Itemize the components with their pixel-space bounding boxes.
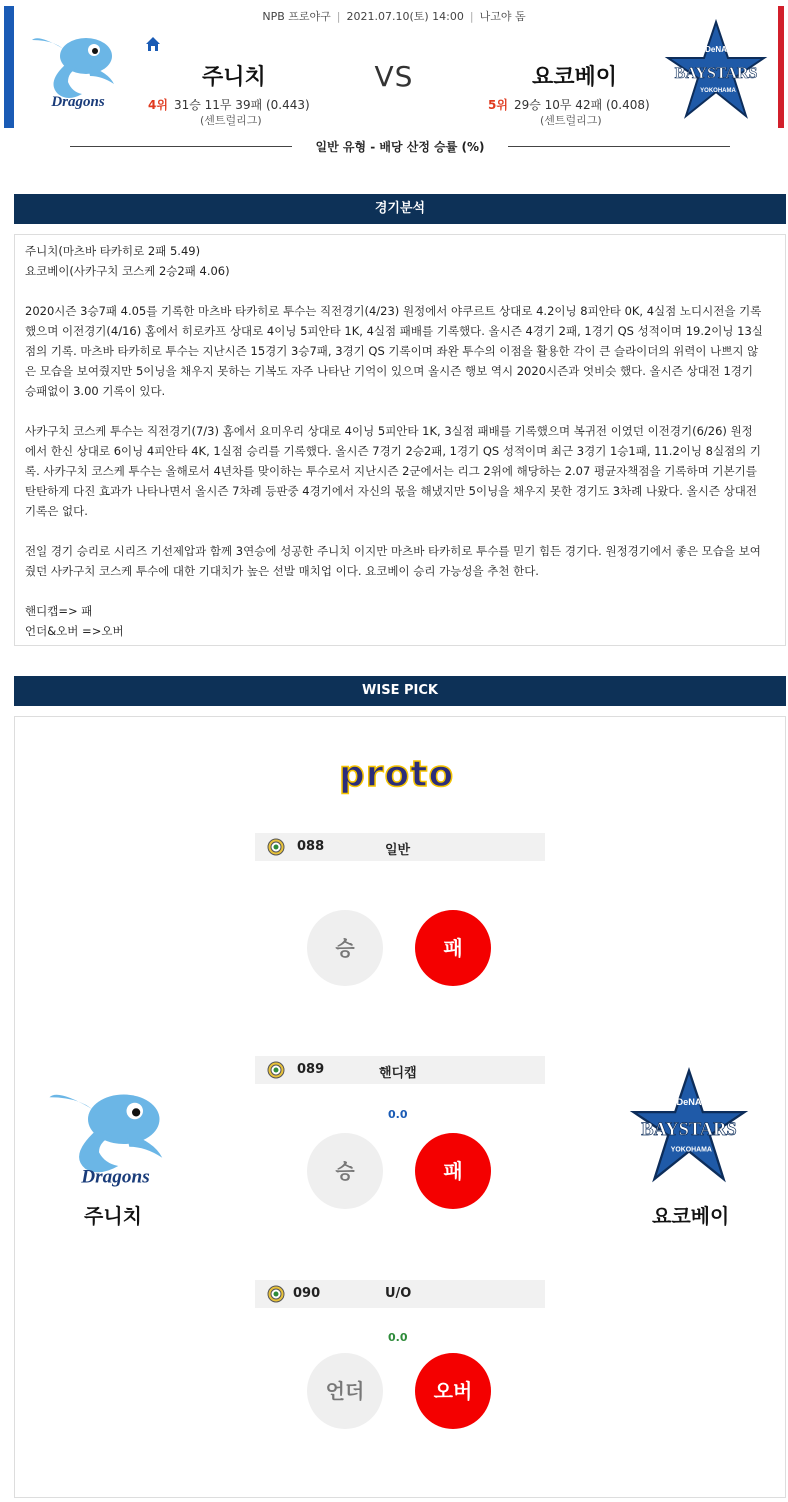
pick-088-lose-button[interactable]: 패	[415, 910, 491, 986]
pick-number: 090	[293, 1286, 321, 1301]
dragons-logo-text: Dragons	[81, 1166, 150, 1188]
match-header	[0, 0, 788, 160]
analysis-line: 2020시즌 3승7패 4.05를 기록한 마츠바 타카히로 투수는 직전경기(4/23) 원정에서 야쿠르트 상대로 4.2이닝 8피안타 0K, 4실점 노디시전을 기록	[25, 304, 762, 318]
baystars-logo-top: DeNA	[676, 1097, 702, 1108]
proto-logo	[335, 752, 465, 796]
analysis-line: 점의 기록. 마츠바 타카히로 투수는 지난시즌 15경기 3승7패, 3경기 QS 기록이며 좌완 투수의 이점을 활용한 각이 큰 슬라이더의 위력이 나쁘지 않	[25, 344, 759, 358]
away-team-bottom-name: 요코베이	[652, 1204, 730, 1228]
pick-type: 일반	[385, 843, 411, 858]
baystars-logo-text: BAYSTARS	[674, 65, 758, 82]
wise-pick-header: WISE PICK	[14, 676, 786, 706]
subtitle-row	[70, 138, 730, 154]
pick-row-089	[255, 1056, 545, 1084]
baystars-logo-bottom: YOKOHAMA	[670, 1146, 712, 1154]
subtitle: 일반 유형 - 배당 산정 승률 (%)	[315, 140, 485, 154]
analysis-line: 언더&오버 =>오버	[25, 624, 124, 638]
analysis-line: 은 모습을 보여줬지만 5이닝을 채우지 못하는 기복도 자주 나타난 기억이 있으며 올시즌 행보 역시 2020시즌과 엇비슷 했다. 올시즌 상대전 1경기	[25, 364, 753, 378]
match-meta: NPB 프로야구 | 2021.07.10(토) 14:00 | 나고야 돔	[262, 10, 526, 23]
home-team-bottom-name: 주니치	[84, 1204, 142, 1228]
analysis-line: 승패없이 3.00 기록이 있다.	[25, 384, 166, 398]
away-record-text: 29승 10무 42패 (0.408)	[513, 98, 650, 112]
analysis-line: 핸디캡=> 패	[25, 604, 93, 618]
analysis-line: 록. 사카구치 코스케 투수는 올해로서 4년차를 맞이하는 투수로서 지난시즌 2군에서는 리그 2위에 해당하는 2.07 평균자책점을 기록하며 기본기를	[25, 464, 757, 478]
baystars-logo	[626, 1066, 752, 1186]
home-rank: 4위	[148, 98, 168, 112]
analysis-header: 경기분석	[14, 194, 786, 224]
uo-line-value: 0.0	[388, 1331, 408, 1344]
baystars-logo-top: DeNA	[705, 45, 727, 54]
baystars-logo-text: BAYSTARS	[641, 1119, 737, 1140]
target-icon	[267, 1285, 285, 1303]
pick-089-lose-button[interactable]: 패	[415, 1133, 491, 1209]
baystars-logo-bottom: YOKOHAMA	[700, 88, 736, 94]
dragons-logo-text: Dragons	[51, 94, 105, 110]
away-team-name: 요코베이	[532, 65, 618, 90]
pick-row-088	[255, 833, 545, 861]
analysis-line: 주니치(마츠바 타카히로 2패 5.49)	[25, 244, 201, 258]
target-icon	[267, 1061, 285, 1079]
away-record	[488, 96, 650, 113]
pick-090-over-button[interactable]: 오버	[415, 1353, 491, 1429]
vs-label: VS	[374, 60, 414, 93]
analysis-body	[14, 234, 786, 646]
home-team-name: 주니치	[202, 65, 266, 90]
pick-088-win-button[interactable]: 승	[307, 910, 383, 986]
pick-089-win-button[interactable]: 승	[307, 1133, 383, 1209]
stadium-label: 나고야 돔	[479, 10, 526, 23]
analysis-line: 줬던 사카구치 코스케 투수에 대한 기대치가 높은 선발 매치업 이다. 요코베이 승리 가능성을 추천 한다.	[25, 564, 539, 578]
home-record-text: 31승 11무 39패 (0.443)	[173, 98, 310, 112]
home-icon	[145, 36, 161, 52]
league-label: NPB 프로야구	[262, 10, 331, 23]
analysis-line: 에서 한신 상대로 6이닝 4피안타 4K, 1실점 승리를 기록했다. 올시즌 7경기 2승2패, 1경기 QS 성적이며 최근 3경기 1승1패, 11.2이닝 8실점의 기	[25, 444, 762, 458]
baystars-logo	[664, 18, 768, 122]
analysis-line: 요코베이(사카구치 코스케 2승2패 4.06)	[25, 264, 230, 278]
pick-number: 089	[297, 1062, 325, 1077]
analysis-line: 사카구치 코스케 투수는 직전경기(7/3) 홈에서 요미우리 상대로 4이닝 5피안타 1K, 3실점 패배를 기록했으며 복귀전 이였던 이전경기(6/26) 원정	[25, 424, 753, 438]
analysis-line: 했으며 이전경기(4/16) 홈에서 히로카프 상대로 4이닝 5피안타 1K, 4실점 패배를 기록했다. 올시즌 4경기 2패, 1경기 QS 성적이며 19.2이닝 13실	[25, 324, 763, 338]
proto-logo-text: proto	[339, 754, 455, 795]
match-datetime: 2021.07.10(토) 14:00	[346, 10, 464, 23]
pick-number: 088	[297, 839, 325, 854]
pick-row-090	[255, 1280, 545, 1308]
away-league: (센트럴리그)	[540, 114, 602, 127]
pick-type: 핸디캡	[379, 1066, 417, 1081]
pick-type: U/O	[385, 1286, 412, 1301]
pick-090-under-button[interactable]: 언더	[307, 1353, 383, 1429]
home-record	[148, 96, 310, 113]
dragons-logo	[44, 1078, 176, 1188]
analysis-line: 탄탄하게 다진 효과가 나타나면서 올시즌 7차례 등판중 4경기에서 자신의 몫을 해냈지만 5이닝을 채우지 못한 경기도 3차례 나왔다. 올시즌 상대전	[25, 484, 757, 498]
analysis-line: 기록은 없다.	[25, 504, 88, 518]
analysis-line: 전일 경기 승리로 시리즈 기선제압과 함께 3연승에 성공한 주니치 이지만 마츠바 타카히로 투수를 믿기 힘든 경기다. 원정경기에서 좋은 모습을 보여	[25, 544, 761, 558]
target-icon	[267, 838, 285, 856]
handicap-line-value: 0.0	[388, 1108, 408, 1121]
home-league: (센트럴리그)	[200, 114, 262, 127]
away-rank: 5위	[488, 98, 508, 112]
